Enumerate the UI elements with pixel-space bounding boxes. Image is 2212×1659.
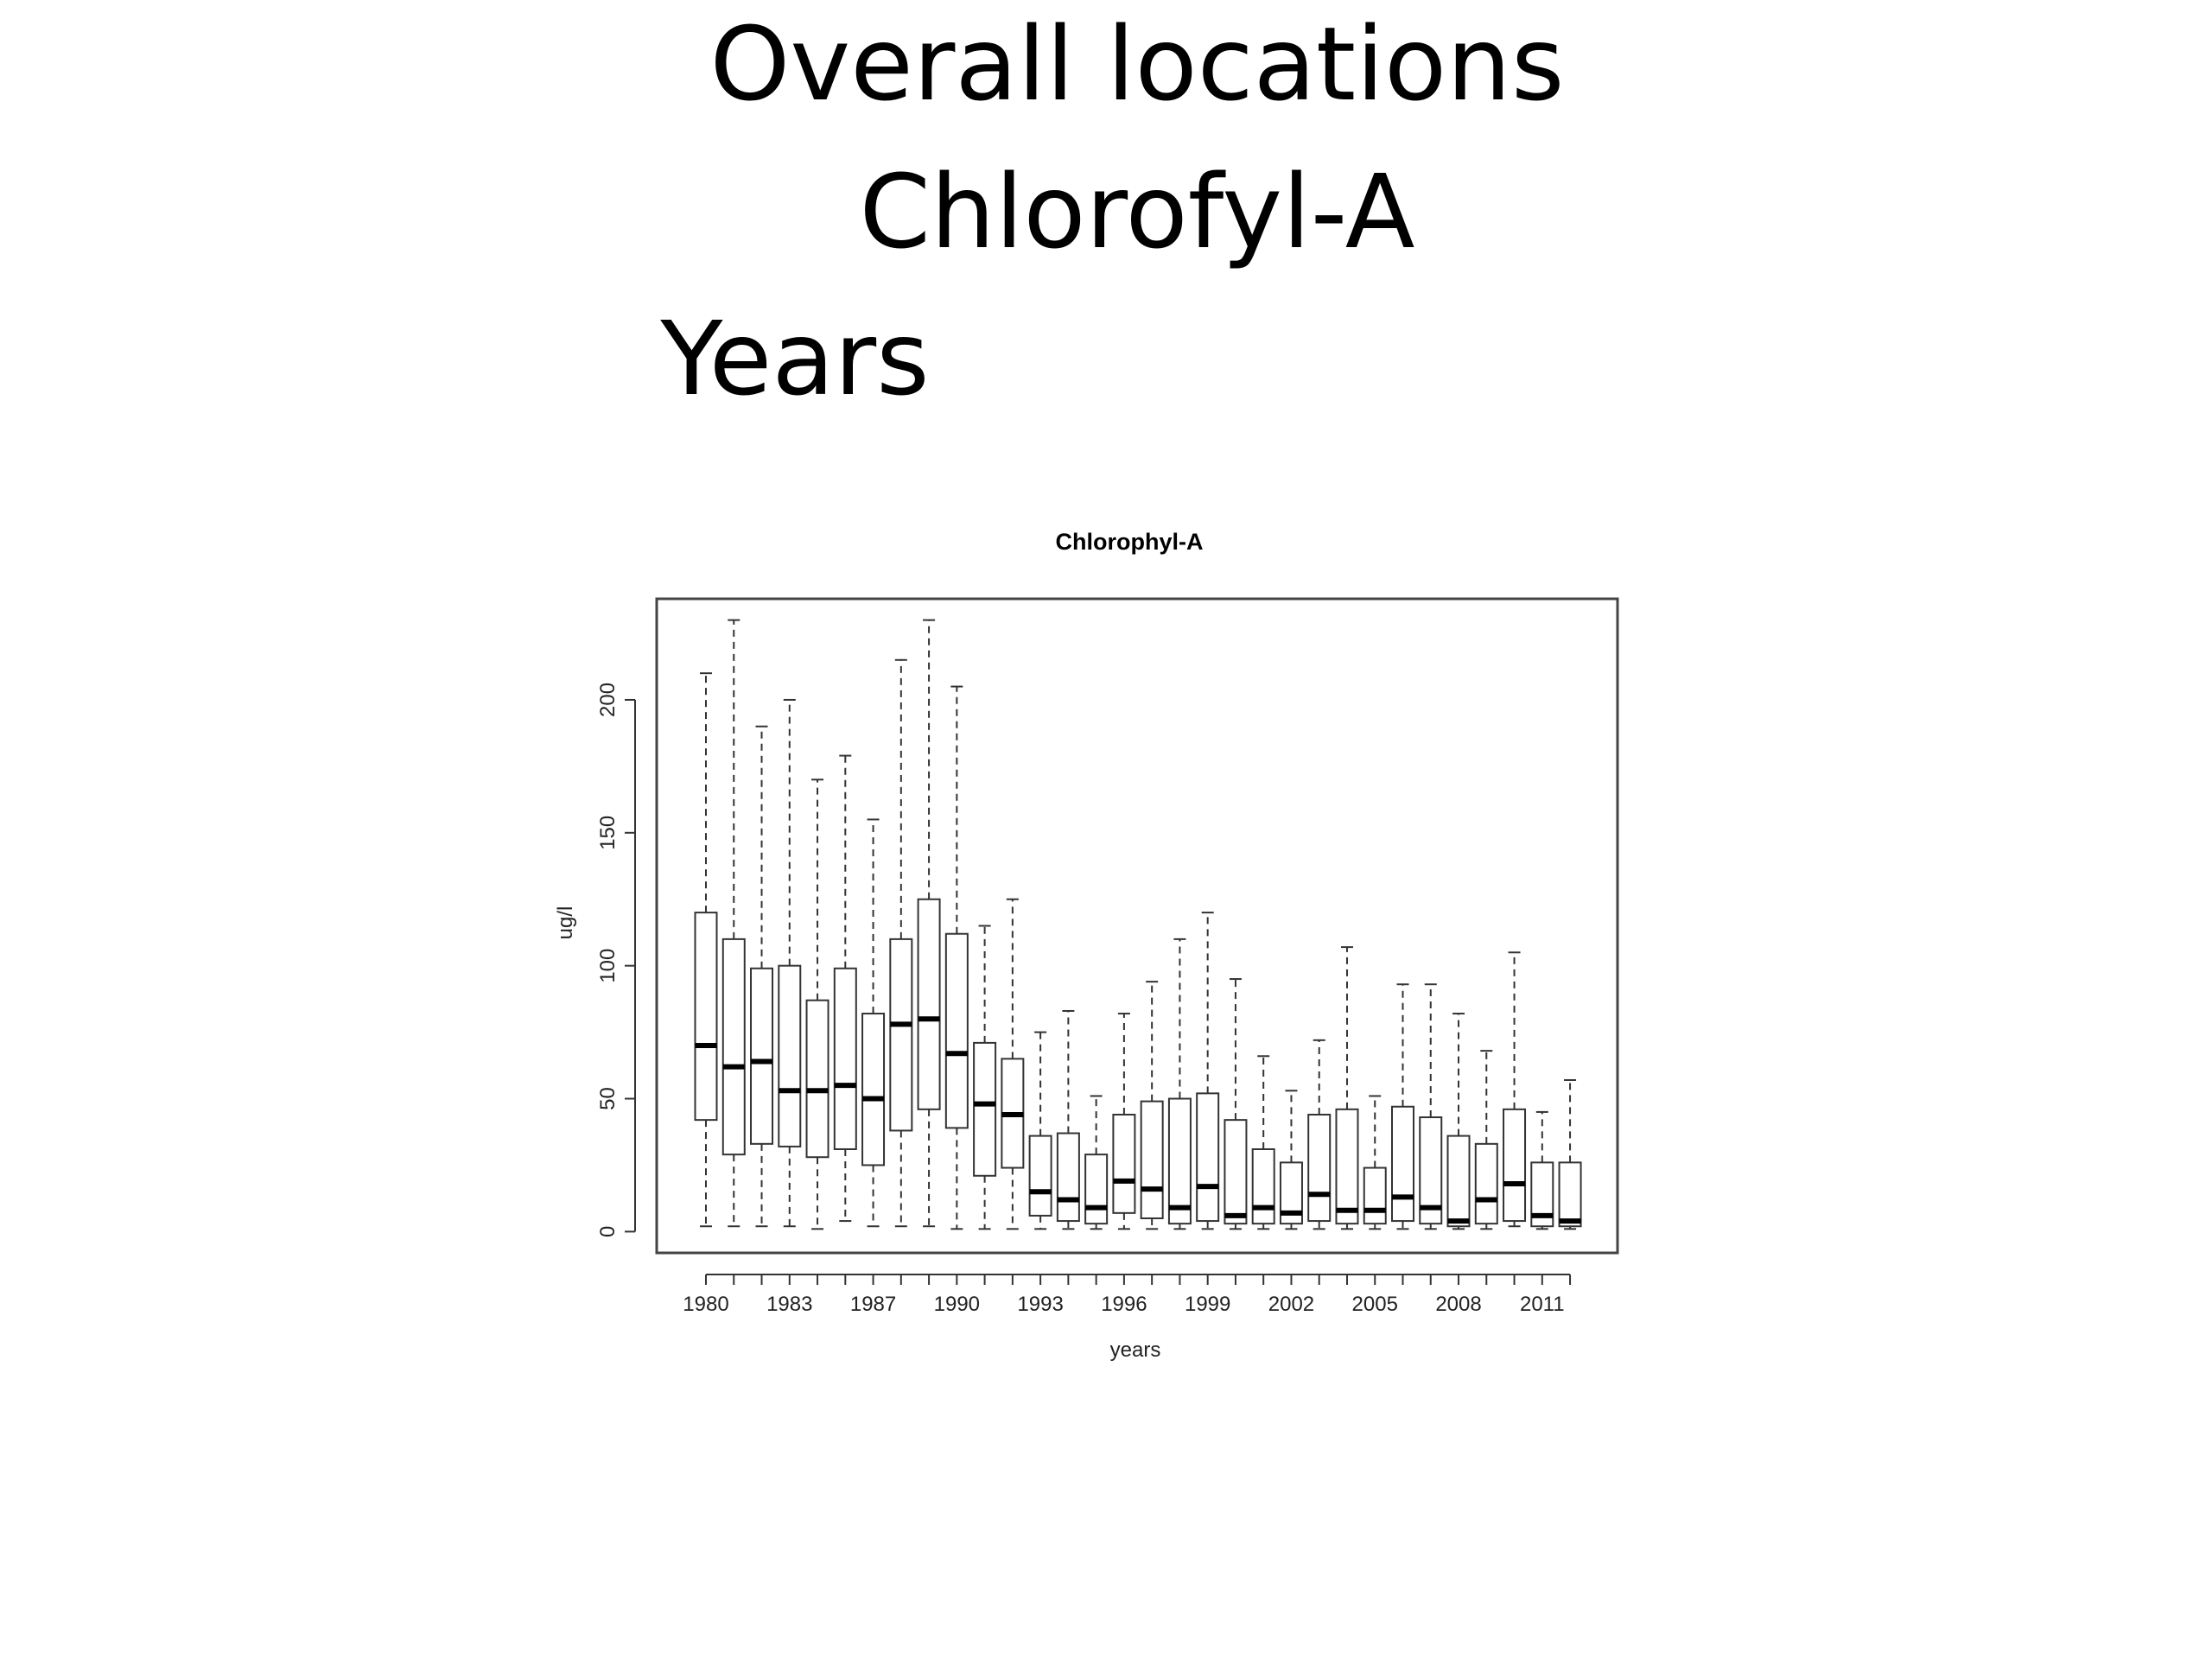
box-19 <box>1224 979 1246 1229</box>
box-13 <box>1058 1011 1079 1229</box>
iqr-box <box>1336 1109 1357 1224</box>
slide-title-line-2: Chlorofyl-A <box>859 152 1415 271</box>
x-tick-label: 1980 <box>683 1293 729 1316</box>
iqr-box <box>1197 1093 1218 1221</box>
x-tick-label: 1999 <box>1184 1293 1231 1316</box>
iqr-box <box>1169 1099 1191 1224</box>
box-7 <box>890 660 912 1226</box>
plot-frame <box>657 599 1618 1253</box>
iqr-box <box>1224 1120 1246 1224</box>
y-axis <box>596 683 635 1237</box>
box-29 <box>1503 952 1525 1226</box>
box-18 <box>1197 912 1218 1229</box>
x-tick-label: 1983 <box>766 1293 813 1316</box>
iqr-box <box>1253 1149 1274 1224</box>
iqr-box <box>918 899 940 1109</box>
iqr-box <box>1085 1154 1107 1224</box>
box-20 <box>1253 1056 1274 1229</box>
x-tick-label: 1990 <box>933 1293 981 1316</box>
iqr-box <box>1560 1162 1581 1226</box>
slide-title-line-3: Years <box>660 299 930 418</box>
iqr-box <box>1476 1144 1497 1224</box>
iqr-box <box>1364 1168 1386 1224</box>
x-tick-label: 1987 <box>849 1293 897 1316</box>
box-23 <box>1336 947 1357 1229</box>
x-tick-label: 1993 <box>1017 1293 1064 1316</box>
box-9 <box>946 687 968 1230</box>
box-24 <box>1364 1096 1386 1229</box>
box-2 <box>751 727 772 1227</box>
chart-title: Chlorophyl-A <box>1055 529 1204 555</box>
box-3 <box>779 700 800 1226</box>
iqr-box <box>974 1043 995 1176</box>
x-tick-label: 2008 <box>1435 1293 1482 1316</box>
iqr-box <box>835 969 856 1149</box>
iqr-box <box>1308 1115 1330 1221</box>
box-14 <box>1085 1096 1107 1229</box>
x-axis-label: years <box>1109 1338 1161 1362</box>
y-tick-label: 150 <box>596 815 620 850</box>
box-28 <box>1476 1051 1497 1229</box>
box-6 <box>862 819 884 1226</box>
iqr-box <box>751 969 772 1144</box>
x-tick-label: 2005 <box>1351 1293 1398 1316</box>
box-22 <box>1308 1040 1330 1229</box>
y-tick-label: 200 <box>596 682 620 717</box>
iqr-box <box>1113 1115 1135 1213</box>
iqr-box <box>723 939 745 1154</box>
y-axis-label: ug/l <box>554 906 577 940</box>
box-30 <box>1531 1112 1553 1229</box>
box-16 <box>1141 982 1163 1229</box>
iqr-box <box>779 966 800 1147</box>
iqr-box <box>1503 1109 1525 1221</box>
box-21 <box>1281 1090 1302 1229</box>
iqr-box <box>1030 1136 1052 1216</box>
box-5 <box>835 756 856 1222</box>
y-tick-label: 100 <box>596 948 620 983</box>
iqr-box <box>1392 1107 1414 1221</box>
box-17 <box>1169 939 1191 1229</box>
iqr-box <box>1448 1136 1470 1227</box>
box-8 <box>918 620 940 1227</box>
box-11 <box>1001 899 1023 1230</box>
iqr-box <box>890 939 912 1131</box>
box-25 <box>1392 984 1414 1229</box>
box-0 <box>696 673 717 1226</box>
x-axis <box>683 1274 1570 1316</box>
y-tick-label: 50 <box>596 1087 620 1110</box>
y-tick-label: 0 <box>596 1225 620 1238</box>
x-tick-label: 2011 <box>1519 1293 1565 1316</box>
box-1 <box>723 620 745 1227</box>
x-tick-label: 1996 <box>1101 1293 1147 1316</box>
box-10 <box>974 926 995 1230</box>
iqr-box <box>696 912 717 1120</box>
box-15 <box>1113 1014 1135 1229</box>
box-series <box>696 620 1581 1230</box>
x-tick-label: 2002 <box>1268 1293 1315 1316</box>
box-27 <box>1448 1014 1470 1229</box>
iqr-box <box>1058 1134 1079 1222</box>
box-26 <box>1420 984 1441 1229</box>
box-4 <box>807 779 829 1229</box>
box-31 <box>1560 1080 1581 1229</box>
iqr-box <box>1141 1102 1163 1218</box>
iqr-box <box>946 934 968 1128</box>
iqr-box <box>862 1014 884 1165</box>
slide-title-line-1: Overall locations <box>709 4 1565 124</box>
iqr-box <box>807 1001 829 1158</box>
box-12 <box>1030 1033 1052 1230</box>
